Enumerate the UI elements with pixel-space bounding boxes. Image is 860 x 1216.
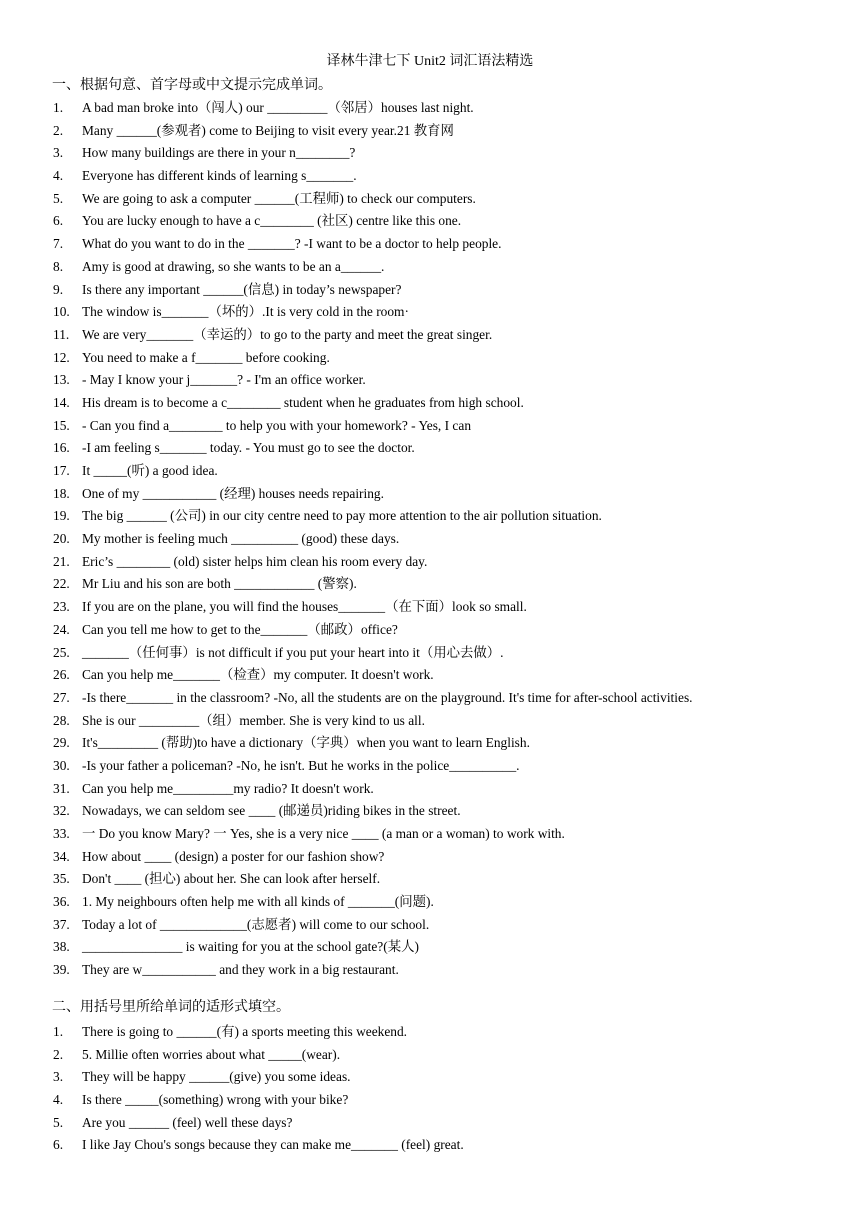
question-item	[0, 551, 860, 574]
section1-heading: 一、根据句意、首字母或中文提示完成单词。	[52, 78, 332, 93]
question-number: 31.	[53, 780, 70, 796]
question-text: One of my ___________ (经理) houses needs repairing.	[82, 485, 384, 501]
question-number: 28.	[53, 712, 70, 728]
question-text: 5. Millie often worries about what _____(wear).	[82, 1046, 341, 1062]
question-number: 4.	[53, 1092, 64, 1108]
question-text: You need to make a f_______ before cooking.	[82, 349, 330, 365]
question-item	[0, 120, 860, 143]
question-item	[0, 505, 860, 528]
question-number: 3.	[53, 1069, 64, 1085]
question-item	[0, 755, 860, 778]
question-number: 5.	[53, 1114, 64, 1130]
question-item	[0, 642, 860, 665]
question-text: 1. My neighbours often help me with all kinds of _______(问题).	[82, 894, 434, 910]
question-number: 32.	[53, 803, 70, 819]
question-text: Are you ______ (feel) well these days?	[82, 1114, 293, 1130]
question-text: -I am feeling s_______ today. - You must go to see the doctor.	[82, 440, 415, 456]
question-text: How about ____ (design) a poster for our fashion show?	[82, 848, 385, 864]
question-item	[0, 732, 860, 755]
question-item	[0, 142, 860, 165]
question-number: 10.	[53, 304, 70, 320]
question-number: 24.	[53, 621, 70, 637]
question-item	[0, 279, 860, 302]
question-item	[0, 664, 860, 687]
question-number: 5.	[53, 190, 64, 206]
question-text: What do you want to do in the _______? -I want to be a doctor to help people.	[82, 236, 502, 252]
question-text: Everyone has different kinds of learning s_______.	[82, 168, 357, 184]
document-title: 译林牛津七下 Unit2 词汇语法精选	[326, 54, 534, 69]
question-number: 38.	[53, 939, 70, 955]
question-number: 17.	[53, 463, 70, 478]
question-number: 8.	[53, 258, 64, 274]
question-text: If you are on the plane, you will find the houses_______（在下面）look so small.	[82, 599, 527, 615]
question-text: His dream is to become a c________ student when he graduates from high school.	[82, 394, 524, 410]
question-number: 2.	[53, 1046, 64, 1062]
question-text: Can you help me_______（检查）my computer. It doesn't work.	[82, 667, 434, 683]
question-item	[0, 301, 860, 324]
question-text: The big ______ (公司) in our city centre need to pay more attention to the air pollution situation.	[82, 508, 602, 524]
question-text: A bad man broke into（闯人) our _________（邻居）houses last night.	[82, 100, 474, 115]
question-item	[0, 437, 860, 460]
question-number: 19.	[53, 508, 70, 524]
question-item	[0, 347, 860, 370]
question-item	[0, 846, 860, 869]
question-text: Eric’s ________ (old) sister helps him clean his room every day.	[82, 553, 428, 569]
question-item	[0, 914, 860, 937]
question-text: Many ______(参观者) come to Beijing to visit every year.21 教育网	[82, 122, 454, 138]
question-text: We are very_______（幸运的）to go to the party and meet the great singer.	[82, 326, 493, 342]
question-item	[0, 256, 860, 279]
question-text: Is there any important ______(信息) in today’s newspaper?	[82, 281, 402, 297]
question-text: There is going to ______(有) a sports meeting this weekend.	[82, 1024, 408, 1039]
question-text: - May I know your j_______? - I'm an office worker.	[82, 372, 366, 388]
question-text: Can you help me_________my radio? It doesn't work.	[82, 780, 374, 796]
question-item	[0, 936, 860, 959]
question-text: I like Jay Chou's songs because they can make me_______ (feel) great.	[82, 1137, 464, 1153]
question-text: The window is_______（坏的）.It is very cold in the room·	[82, 304, 409, 320]
question-number: 1.	[53, 1024, 64, 1039]
question-text: -Is there_______ in the classroom? -No, all the students are on the playground. It's time for after-school activities.	[82, 689, 693, 705]
question-number: 36.	[53, 894, 70, 910]
question-text: My mother is feeling much __________ (good) these days.	[82, 531, 400, 547]
question-number: 15.	[53, 417, 70, 433]
question-text: Mr Liu and his son are both ____________ (警察).	[82, 576, 357, 592]
question-item	[0, 573, 860, 596]
question-number: 7.	[53, 236, 64, 252]
question-number: 39.	[53, 962, 70, 978]
question-item	[0, 1134, 860, 1157]
question-item	[0, 959, 860, 982]
question-number: 13.	[53, 372, 70, 388]
question-number: 21.	[53, 553, 70, 569]
question-number: 34.	[53, 848, 70, 864]
question-number: 16.	[53, 440, 70, 456]
question-number: 37.	[53, 916, 70, 932]
question-text: -Is your father a policeman? -No, he isn't. But he works in the police__________.	[82, 757, 520, 773]
question-item	[0, 619, 860, 642]
question-item	[0, 868, 860, 891]
question-item	[0, 415, 860, 438]
question-number: 6.	[53, 1137, 64, 1153]
question-item	[0, 483, 860, 506]
question-text: _______________ is waiting for you at the school gate?(某人)	[82, 939, 419, 955]
question-item	[0, 710, 860, 733]
question-number: 27.	[53, 689, 70, 705]
question-item	[0, 392, 860, 415]
question-item	[0, 1066, 860, 1089]
question-item	[0, 891, 860, 914]
question-item	[0, 1044, 860, 1067]
section2-heading: 二、用括号里所给单词的适形式填空。	[52, 1000, 290, 1015]
question-item	[0, 165, 860, 188]
question-number: 35.	[53, 871, 70, 887]
question-item	[0, 210, 860, 233]
question-number: 2.	[53, 122, 64, 138]
question-item	[0, 823, 860, 846]
question-text: Nowadays, we can seldom see ____ (邮递员)riding bikes in the street.	[82, 803, 461, 819]
question-number: 33.	[53, 826, 70, 841]
question-text: It _____(听) a good idea.	[82, 463, 218, 478]
question-text: Today a lot of _____________(志愿者) will come to our school.	[82, 916, 430, 932]
question-item	[0, 1089, 860, 1112]
question-number: 12.	[53, 349, 70, 365]
question-number: 1.	[53, 100, 64, 115]
question-number: 22.	[53, 576, 70, 592]
question-number: 6.	[53, 213, 64, 229]
question-number: 11.	[53, 326, 70, 342]
question-text: Don't ____ (担心) about her. She can look after herself.	[82, 871, 381, 887]
question-item	[0, 233, 860, 256]
question-item	[0, 188, 860, 211]
question-item	[0, 460, 860, 483]
question-text: You are lucky enough to have a c________ (社区) centre like this one.	[82, 213, 462, 229]
question-item	[0, 800, 860, 823]
question-text: _______（任何事）is not difficult if you put your heart into it（用心去做）.	[82, 644, 504, 660]
question-text: We are going to ask a computer ______(工程师) to check our computers.	[82, 190, 476, 206]
question-item	[0, 528, 860, 551]
question-number: 30.	[53, 757, 70, 773]
question-number: 25.	[53, 644, 70, 660]
question-item	[0, 369, 860, 392]
question-text: Amy is good at drawing, so she wants to be an a______.	[82, 258, 385, 274]
question-text: She is our _________（组）member. She is very kind to us all.	[82, 712, 425, 728]
section2-list	[0, 1021, 860, 1157]
question-text: 一 Do you know Mary? 一 Yes, she is a very nice ____ (a man or a woman) to work with.	[82, 826, 565, 841]
question-item	[0, 687, 860, 710]
question-number: 20.	[53, 531, 70, 547]
question-text: They will be happy ______(give) you some ideas.	[82, 1069, 351, 1085]
question-number: 18.	[53, 485, 70, 501]
question-number: 26.	[53, 667, 70, 683]
question-item	[0, 97, 860, 120]
question-number: 9.	[53, 281, 64, 297]
question-number: 3.	[53, 145, 64, 161]
question-text: - Can you find a________ to help you with your homework? - Yes, I can	[82, 417, 472, 433]
question-text: They are w___________ and they work in a big restaurant.	[82, 962, 399, 978]
question-number: 29.	[53, 735, 70, 751]
section1-list	[0, 97, 860, 982]
question-item	[0, 596, 860, 619]
question-text: It's_________ (帮助)to have a dictionary（字典）when you want to learn English.	[82, 735, 530, 751]
question-item	[0, 324, 860, 347]
question-text: How many buildings are there in your n________?	[82, 145, 356, 161]
question-number: 23.	[53, 599, 70, 615]
question-item	[0, 1021, 860, 1044]
question-text: Is there _____(something) wrong with your bike?	[82, 1092, 349, 1108]
question-number: 4.	[53, 168, 64, 184]
question-number: 14.	[53, 394, 70, 410]
question-item	[0, 1112, 860, 1135]
question-item	[0, 778, 860, 801]
question-text: Can you tell me how to get to the_______（邮政）office?	[82, 621, 398, 637]
